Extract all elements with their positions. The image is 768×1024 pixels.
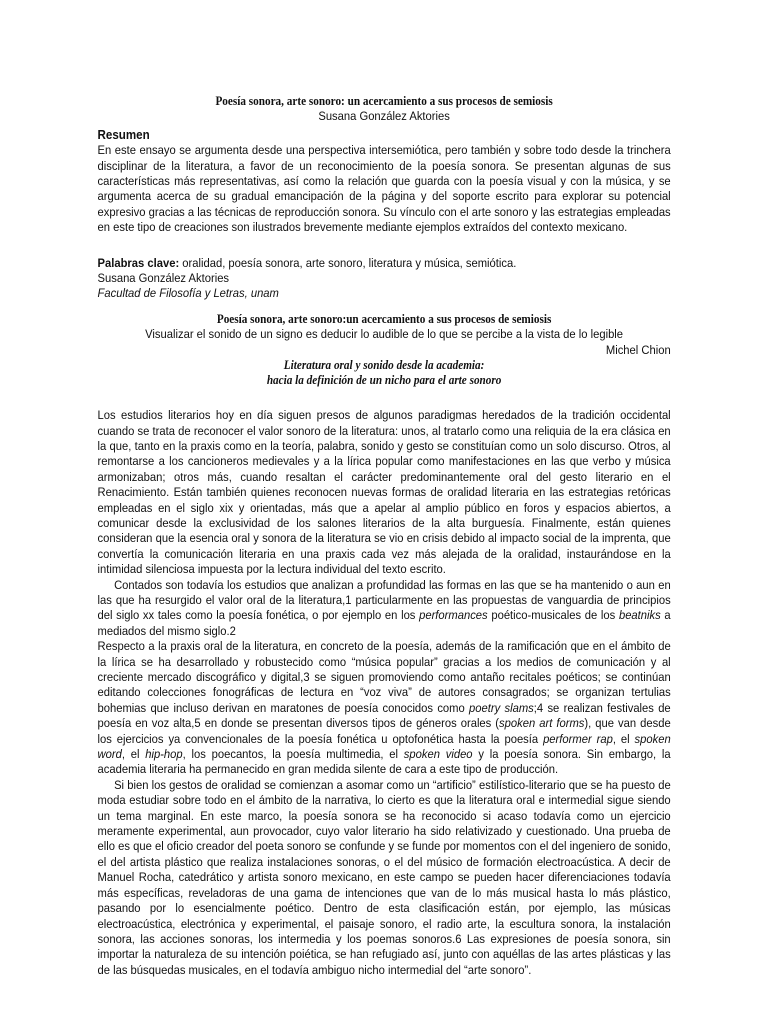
- emphasis: poetry slams: [469, 700, 534, 715]
- section-title: Poesía sonora, arte sonoro:un acercamiento a sus procesos de semiosis: [216, 311, 552, 326]
- emphasis: beatniks: [618, 608, 661, 623]
- body-paragraph-4: Si bien los gestos de oralidad se comienzan a asomar como un “artificio” estilístico-literario que se ha puesto de moda estudiar sobre todo en el ámbito de la narrativa, lo cierto es que la literatura oral e intermedial sigue siendo un tema marginal. En este marco, la poesía sonora se ha reconocido si acaso todavía como un ejercicio meramente experimental, aun provocador, cuyo valor literario ha sido relativizado y cuestionado. Una prueba de ello es que el oficio creador del poeta sonoro se confunde y se funde por momentos con el del ingeniero de sonido, el del artista plástico que realiza instalaciones sonoras, o el del músico de formación electroacústica. A decir de Manuel Rocha, catedrático y artista sonoro mexicano, en este campo se pueden hacer diferenciaciones todavía más específicas, reveladoras de una gama de intenciones que van de lo más musical hasta lo más plástico, pasando por lo esencialmente poético. Dentro de esta clasificación están, por ejemplo, las músicas electroacústica, electrónica y experimental, el paisaje sonoro, el radio arte, la escultura sonora, la instalación sonora, las acciones sonoras, los intermedia y los poemas sonoros.6 Las expresiones de poesía sonora, sin importar la naturaleza de su intención poiética, se han refugiado así, junto con aquéllas de las artes plásticas y las de las búsquedas musicales, en el todavía ambiguo nicho intermedial del “arte sonoro”.: [97, 777, 671, 977]
- keywords-text: oralidad, poesía sonora, arte sonoro, literatura y música, semiótica.: [179, 255, 517, 270]
- text-run: , el: [612, 731, 635, 746]
- keywords-label: Palabras clave:: [97, 255, 180, 270]
- text-run: ), que van desde los ejercicios ya convencionales de la poesía fonética u optofonética hasta la poesía: [97, 716, 671, 746]
- text-run: poético-musicales de los: [487, 608, 619, 623]
- epigraph: Visualizar el sonido de un signo es deducir lo audible de lo que se percibe a la vista de lo legible: [145, 327, 624, 342]
- text-run: Respecto a la praxis oral de la literatura, en concreto de la poesía, además de la ramificación que en el ámbito de la lírica se ha desarrollado y robustecido como “música popular” gracias a los medios de comunicación y al creciente mercado discográfico y digital,3 se siguen promoviendo como antaño recitales poéticos; se continúan editando colecciones fonográficas de lectura en “voz viva” de autores consagrados; se organizan tertulias bohemias que incluso derivan en maratones de poesía conocidos como: [97, 639, 671, 715]
- affiliation-author: Susana González Aktories: [97, 271, 230, 286]
- body-paragraph-1: Los estudios literarios hoy en día siguen presos de algunos paradigmas heredados de la tradición occidental cuando se trata de reconocer el valor sonoro de la literatura: unos, al tratarlo como una reliquia de la era clásica en la que, tanto en la praxis como en la teoría, palabra, sonido y gesto se constituían como un solo discurso. Otros, al remontarse a los cancioneros medievales y a la lírica popular como manifestaciones en las que verbo y música armonizaban; otros más, cuando resaltan el carácter predominantemente oral del gesto literario en el Renacimiento. Están también quienes reconocen nuevas formas de oralidad literaria en las estrategias retóricas empleadas en el siglo xix y orientadas, más que a apelar al amplio público en foros y espacios abiertos, a comunicar desde la exclusividad de los salones literarios de la alta burguesía. Finalmente, están quienes consideran que la esencia oral y sonora de la literatura se vio en crisis debido al impacto social de la imprenta, que convertía la comunicación literaria en una praxis cada vez más alejada de la oralidad, instaurándose en la intimidad silenciosa impuesta por la lectura individual del texto escrito.: [97, 408, 671, 577]
- text-run: a mediados del mismo siglo.2: [97, 608, 671, 638]
- emphasis: spoken video: [403, 747, 473, 762]
- text-run: y la poesía sonora. Sin embargo, la academia literaria ha permanecido en gran medida silente de cara a este tipo de producción.: [97, 747, 671, 777]
- emphasis: performer rap: [543, 731, 613, 746]
- text-run: Contados son todavía los estudios que analizan a profundidad las formas en las que se ha mantenido o aun en las que ha resurgido el valor oral de la literatura,1 particularmente en las propuestas de vanguardia de principios del siglo xx tales como la poesía fonética, o por ejemplo en los: [97, 577, 671, 623]
- section-subtitle: [98, 358, 671, 388]
- subtitle-line-1: Literatura oral y sonido desde la academia:: [283, 358, 485, 373]
- spacer: [98, 388, 671, 408]
- abstract-heading: Resumen: [97, 127, 150, 142]
- keywords-line: [98, 256, 671, 271]
- document-title: Poesía sonora, arte sonoro: un acercamiento a sus procesos de semiosis: [215, 94, 553, 108]
- emphasis: spoken art forms: [499, 716, 585, 731]
- emphasis: hip-hop: [145, 747, 183, 762]
- subtitle-line-2: hacia la definición de un nicho para el arte sonoro: [266, 373, 502, 388]
- emphasis: spoken word: [97, 731, 671, 762]
- spacer: [98, 302, 671, 312]
- spacer: [98, 236, 671, 256]
- body-paragraph-2: [98, 578, 671, 640]
- body-paragraph-3: [98, 639, 671, 778]
- emphasis: performances: [419, 608, 488, 623]
- text-run: , los poecantos, la poesía multimedia, el: [182, 747, 404, 762]
- text-run: ;4 se realizan festivales de poesía en voz alta,5 en donde se presentan diversos tipos de géneros orales (: [97, 700, 671, 731]
- document-author: Susana González Aktories: [318, 109, 450, 124]
- text-run: , el: [121, 747, 146, 762]
- epigraph-author: Michel Chion: [605, 342, 671, 357]
- abstract-text: En este ensayo se argumenta desde una perspectiva intersemiótica, pero también y sobre todo desde la trinchera disciplinar de la literatura, a favor de un reconocimiento de la poesía sonora. Se presentan algunas de sus características más representativas, así como la relación que guarda con la poesía visual y con la música, y se argumenta acerca de su gradual emancipación de la página y del soporte escrito para explorar su potencial expresivo gracias a las técnicas de reproducción sonora. Su vínculo con el arte sonoro y las estrategias empleadas en este tipo de creaciones son ilustrados brevemente mediante ejemplos extraídos del contexto mexicano.: [97, 143, 671, 235]
- affiliation-institution: Facultad de Filosofía y Letras, unam: [97, 286, 279, 301]
